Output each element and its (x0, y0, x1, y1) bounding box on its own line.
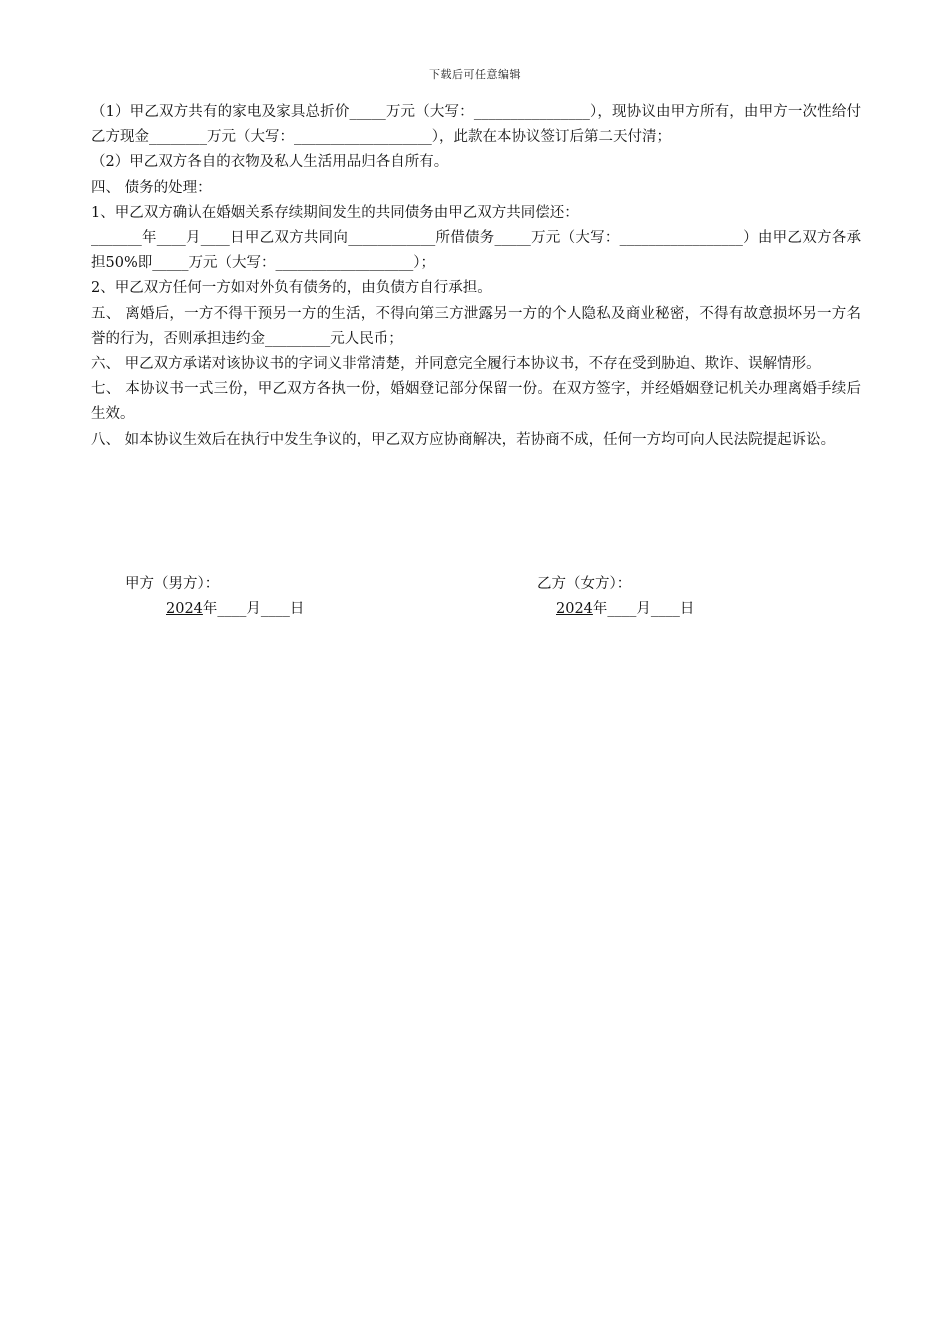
party-b-label: 乙方（女方）： (537, 576, 632, 592)
clause-individual-debt: 2、甲乙双方任何一方如对外负有债务的，由负债方自行承担。 (91, 280, 492, 297)
clause-personal-items: （2）甲乙双方各自的衣物及私人生活用品归各自所有。 (91, 154, 449, 171)
section-copies: 七、 本协议书一式三份，甲乙双方各执一份，婚姻登记部分保留一份。在双方签字，并经婚姻登记机关办理离婚手续后生效。 (91, 381, 861, 423)
agreement-body (91, 100, 861, 453)
section-debt-heading: 四、 债务的处理： (91, 179, 212, 196)
party-b-date-rest: 年____月____日 (592, 601, 695, 617)
clause-appliances: （1）甲乙双方共有的家电及家具总折价_____万元（大写：________________），现协议由甲方所有，由甲方一次性给付乙方现金________万元（大写：___________________），此款在本协议签订后第二天付清； (91, 104, 861, 146)
party-b-year: 2024 (556, 601, 593, 617)
party-a-year: 2024 (166, 601, 203, 617)
clause-joint-debt-detail: _______年____月____日甲乙双方共同向____________所借债务_____万元（大写：_________________）由甲乙双方各承担50%即_____万元（大写：___________________）； (91, 230, 861, 272)
party-a-date-rest: 年____月____日 (202, 601, 305, 617)
section-understanding: 六、 甲乙双方承诺对该协议书的字词义非常清楚，并同意完全履行本协议书，不存在受到胁迫、欺诈、误解情形。 (91, 356, 821, 373)
clause-joint-debt: 1、甲乙双方确认在婚姻关系存续期间发生的共同债务由甲乙双方共同偿还： (91, 204, 579, 221)
page-header: 下载后可任意编辑 (429, 68, 521, 81)
party-a-date (166, 597, 304, 622)
section-disputes: 八、 如本协议生效后在执行中发生争议的，甲乙双方应协商解决，若协商不成，任何一方均可向人民法院提起诉讼。 (91, 431, 836, 448)
party-b-date (556, 597, 694, 622)
section-post-divorce: 五、 离婚后，一方不得干预另一方的生活，不得向第三方泄露另一方的个人隐私及商业秘密，不得有故意损坏另一方名誉的行为，否则承担违约金_________元人民币； (91, 305, 861, 347)
party-a-label: 甲方（男方）： (125, 576, 220, 592)
